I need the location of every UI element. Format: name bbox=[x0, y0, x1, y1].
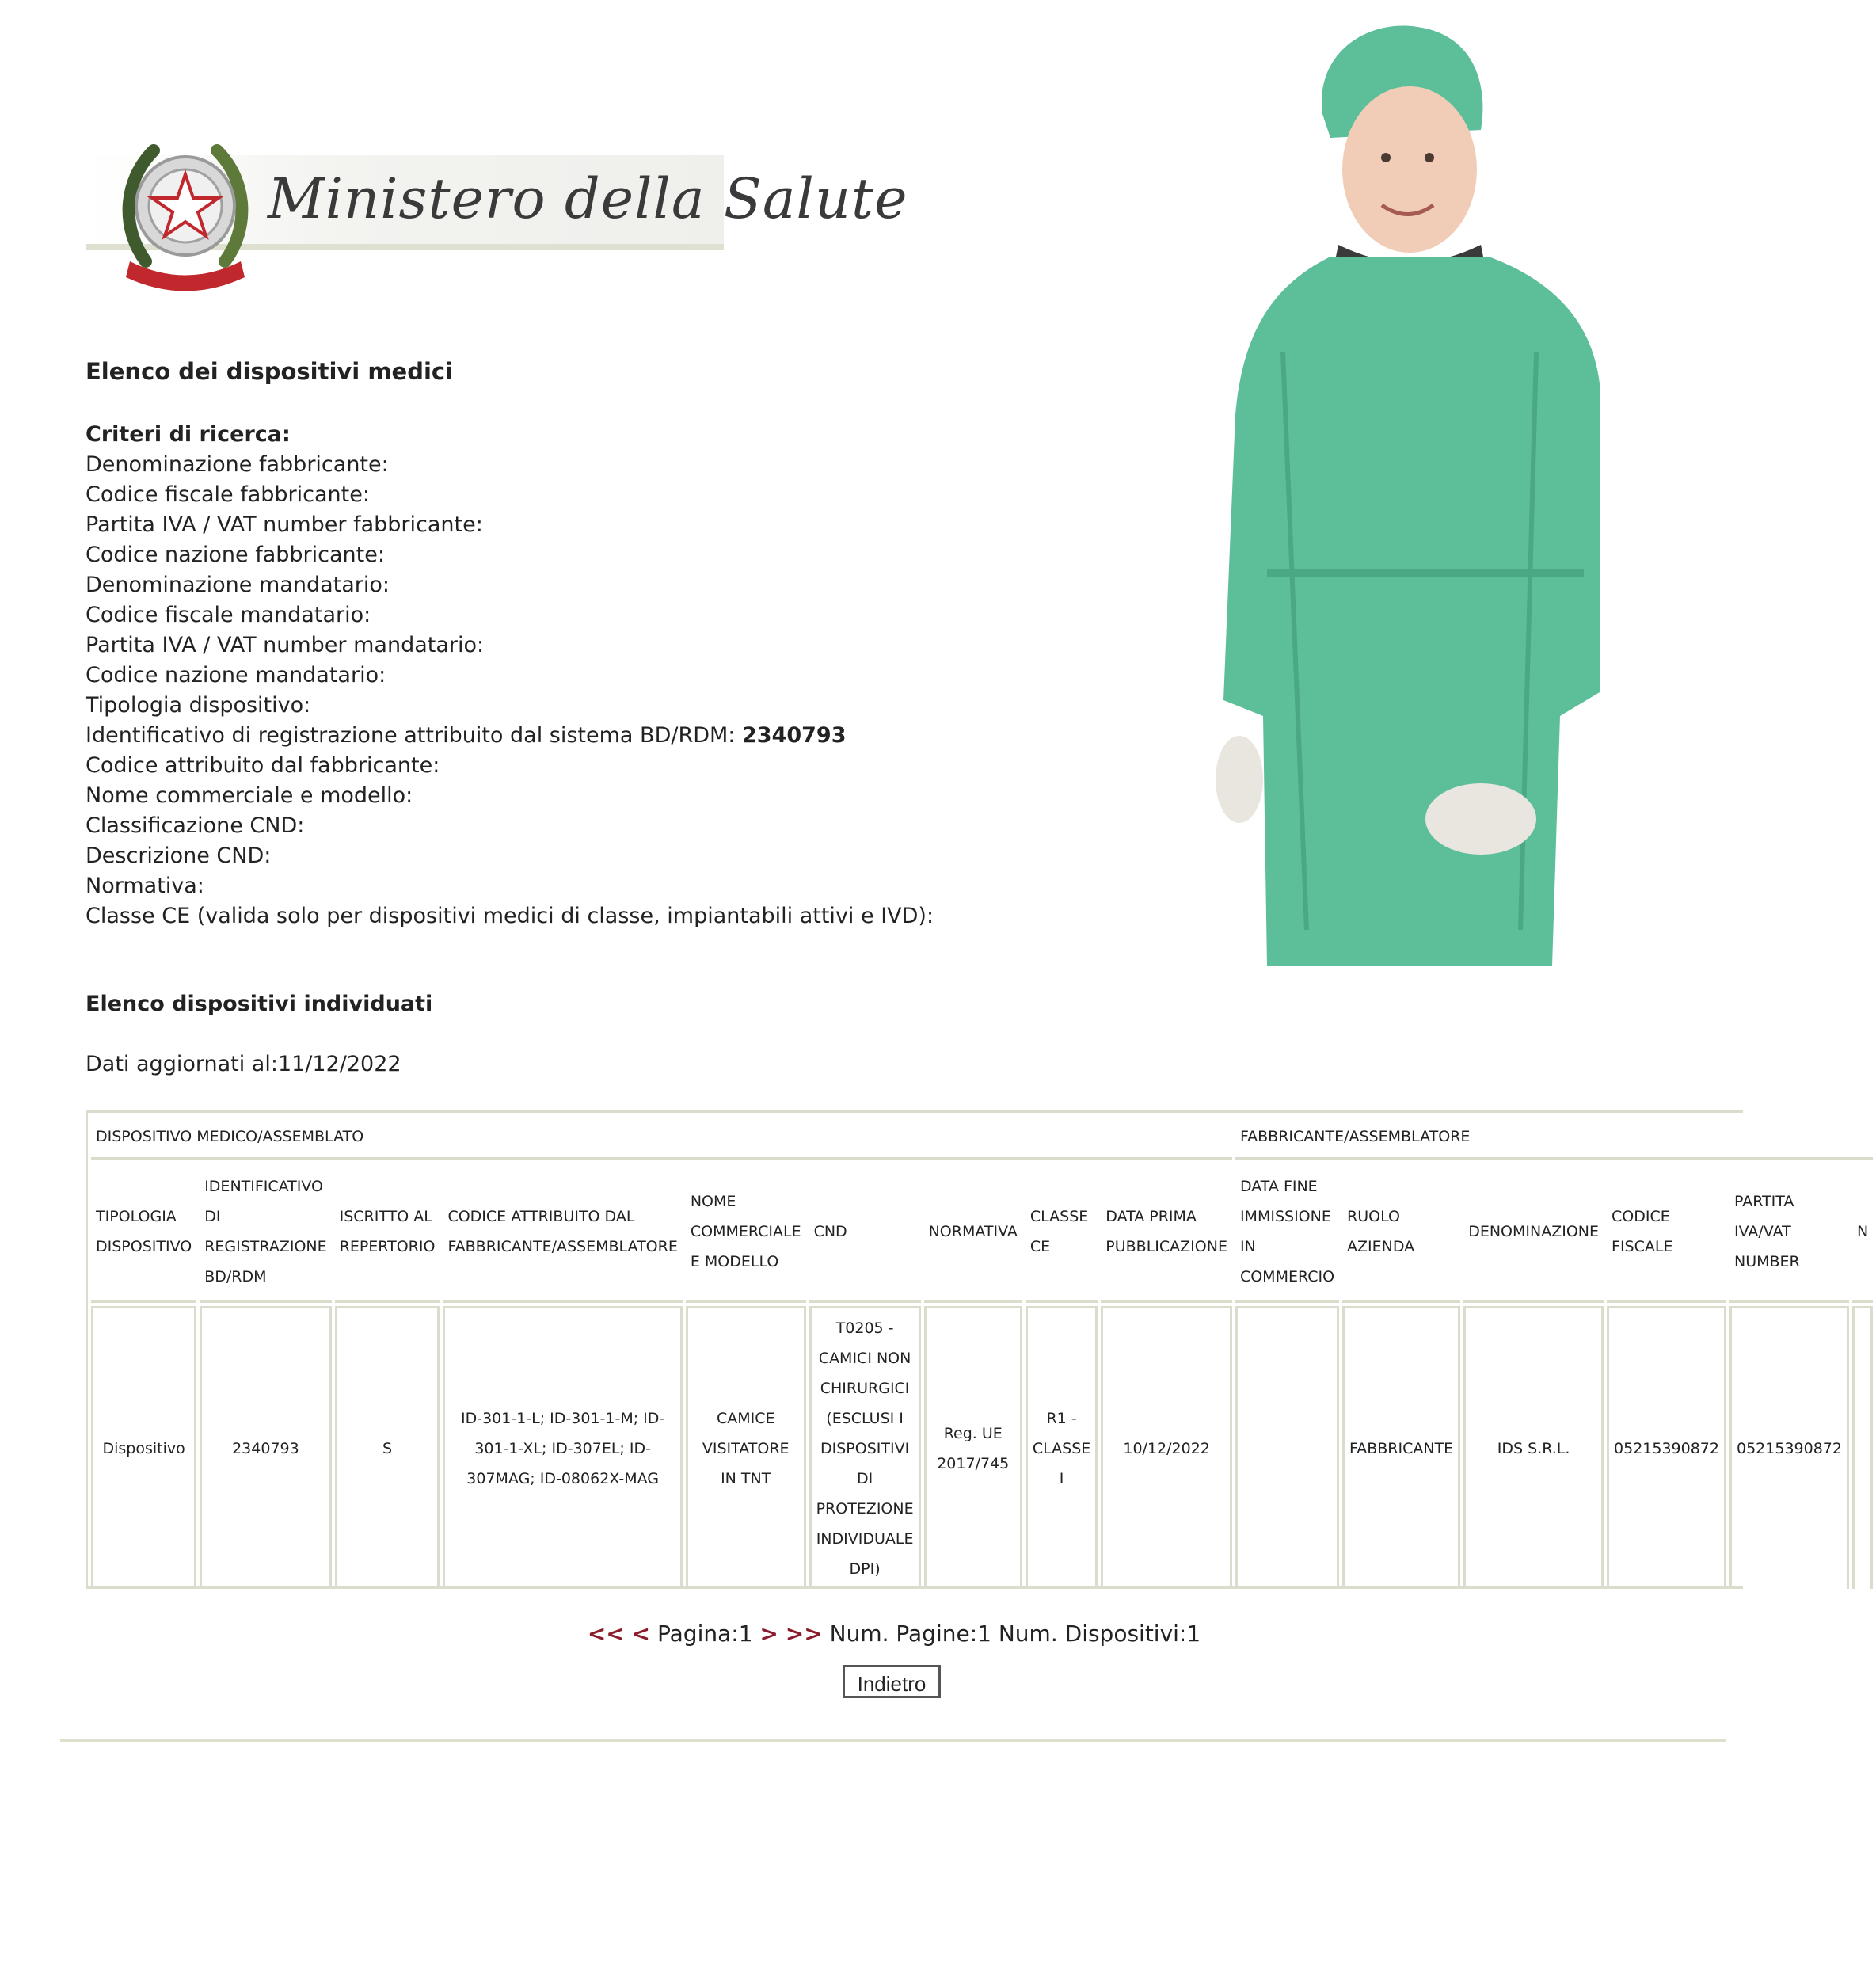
cell-tax-code: 05215390872 bbox=[1607, 1306, 1726, 1589]
cell-cnd: T0205 - CAMICI NON CHIRURGICI (ESCLUSI I DISPOSITIVI DI PROTEZIONE INDIVIDUALE DPI) bbox=[809, 1306, 921, 1589]
page-title: Elenco dei dispositivi medici bbox=[86, 358, 454, 385]
col-header: CODICE FISCALE bbox=[1607, 1163, 1726, 1303]
cell-end-date bbox=[1235, 1306, 1339, 1589]
col-header: IDENTIFICATIVO DI REGISTRAZIONE BD/RDM bbox=[200, 1163, 331, 1303]
criteria-label: Codice fiscale mandatario: bbox=[86, 603, 371, 627]
table-column-header bbox=[91, 1163, 1873, 1303]
criteria-item bbox=[86, 691, 934, 721]
criteria-label: Classificazione CND: bbox=[86, 813, 305, 838]
criteria-label: Classe CE (valida solo per dispositivi medici di classe, impiantabili attivi e IVD): bbox=[86, 904, 934, 928]
criteria-item bbox=[86, 570, 934, 600]
criteria-label: Descrizione CND: bbox=[86, 844, 272, 868]
col-header: NOME COMMERCIALE E MODELLO bbox=[686, 1163, 806, 1303]
cell-device-type: Dispositivo bbox=[91, 1306, 196, 1589]
criteria-item bbox=[86, 871, 934, 901]
table-row bbox=[91, 1306, 1873, 1589]
back-button[interactable]: Indietro bbox=[843, 1665, 941, 1698]
col-header: N bbox=[1852, 1163, 1873, 1303]
col-header: TIPOLOGIA DISPOSITIVO bbox=[91, 1163, 196, 1303]
cell-publication-date: 10/12/2022 bbox=[1101, 1306, 1232, 1589]
col-header: DATA PRIMA PUBBLICAZIONE bbox=[1101, 1163, 1232, 1303]
criteria-item bbox=[86, 630, 934, 661]
criteria-label: Identificativo di registrazione attribuito dal sistema BD/RDM: bbox=[86, 723, 736, 748]
group-device-header: DISPOSITIVO MEDICO/ASSEMBLATO bbox=[91, 1116, 1232, 1160]
logo-text: Ministero della Salute bbox=[268, 166, 908, 231]
criteria-item bbox=[86, 600, 934, 630]
col-header: DENOMINAZIONE bbox=[1463, 1163, 1604, 1303]
criteria-label: Codice attribuito dal fabbricante: bbox=[86, 753, 440, 778]
criteria-label: Nome commerciale e modello: bbox=[86, 783, 413, 808]
cell-ce-class: R1 - CLASSE I bbox=[1026, 1306, 1098, 1589]
current-page: Pagina:1 bbox=[657, 1620, 753, 1647]
ministry-logo bbox=[86, 127, 908, 293]
cell-manufacturer-code: ID-301-1-L; ID-301-1-M; ID-301-1-XL; ID-307EL; ID-307MAG; ID-08062X-MAG bbox=[443, 1306, 682, 1589]
col-header: CLASSE CE bbox=[1026, 1163, 1098, 1303]
criteria-item bbox=[86, 540, 934, 570]
cell-vat-number: 05215390872 bbox=[1729, 1306, 1849, 1589]
criteria-label: Partita IVA / VAT number mandatario: bbox=[86, 633, 485, 657]
criteria-item bbox=[86, 480, 934, 510]
cell-regulation: Reg. UE 2017/745 bbox=[924, 1306, 1022, 1589]
criteria-item bbox=[86, 450, 934, 480]
cell-truncated bbox=[1852, 1306, 1873, 1589]
cell-company-name: IDS S.R.L. bbox=[1463, 1306, 1604, 1589]
cell-commercial-name: CAMICE VISITATORE IN TNT bbox=[686, 1306, 806, 1589]
criteria-heading: Criteri di ricerca: bbox=[86, 422, 291, 447]
cell-registered: S bbox=[335, 1306, 440, 1589]
criteria-item bbox=[86, 781, 934, 811]
table-group-header bbox=[91, 1116, 1873, 1160]
col-header: ISCRITTO AL REPERTORIO bbox=[335, 1163, 440, 1303]
criteria-item bbox=[86, 841, 934, 871]
cell-company-role: FABBRICANTE bbox=[1342, 1306, 1460, 1589]
col-header: NORMATIVA bbox=[924, 1163, 1022, 1303]
criteria-item bbox=[86, 811, 934, 841]
criteria-item bbox=[86, 751, 934, 781]
footer-divider bbox=[60, 1739, 1726, 1742]
first-page-link[interactable]: << bbox=[587, 1620, 625, 1647]
criteria-label: Denominazione mandatario: bbox=[86, 573, 390, 597]
col-header: RUOLO AZIENDA bbox=[1342, 1163, 1460, 1303]
prev-page-link[interactable]: < bbox=[631, 1620, 651, 1647]
col-header: PARTITA IVA/VAT NUMBER bbox=[1729, 1163, 1849, 1303]
next-page-link[interactable]: > bbox=[759, 1620, 778, 1647]
criteria-item bbox=[86, 661, 934, 691]
criteria-label: Tipologia dispositivo: bbox=[86, 693, 311, 718]
search-criteria bbox=[86, 420, 934, 931]
results-title: Elenco dispositivi individuati bbox=[86, 992, 433, 1016]
page-count: Num. Pagine:1 bbox=[829, 1620, 991, 1647]
device-count: Num. Dispositivi:1 bbox=[998, 1620, 1201, 1647]
last-page-link[interactable]: >> bbox=[785, 1620, 823, 1647]
col-header: DATA FINE IMMISSIONE IN COMMERCIO bbox=[1235, 1163, 1339, 1303]
col-header: CODICE ATTRIBUITO DAL FABBRICANTE/ASSEMBLATORE bbox=[443, 1163, 682, 1303]
results-table-container[interactable] bbox=[86, 1110, 1869, 1589]
pagination bbox=[0, 1620, 1788, 1647]
criteria-label: Partita IVA / VAT number fabbricante: bbox=[86, 512, 483, 537]
criteria-label: Codice nazione mandatario: bbox=[86, 663, 386, 687]
cell-registration-id: 2340793 bbox=[200, 1306, 331, 1589]
group-manufacturer-header: FABBRICANTE/ASSEMBLATORE bbox=[1235, 1116, 1873, 1160]
criteria-item bbox=[86, 901, 934, 931]
criteria-value: 2340793 bbox=[742, 723, 847, 748]
results-table bbox=[88, 1113, 1876, 1592]
product-photo bbox=[1220, 19, 1631, 966]
criteria-label: Codice nazione fabbricante: bbox=[86, 543, 385, 567]
criteria-label: Codice fiscale fabbricante: bbox=[86, 482, 370, 507]
criteria-item bbox=[86, 510, 934, 540]
criteria-item bbox=[86, 721, 934, 751]
col-header: CND bbox=[809, 1163, 921, 1303]
italian-emblem-icon bbox=[114, 127, 257, 293]
criteria-label: Normativa: bbox=[86, 874, 204, 898]
data-updated: Dati aggiornati al:11/12/2022 bbox=[86, 1052, 401, 1076]
criteria-label: Denominazione fabbricante: bbox=[86, 452, 389, 477]
